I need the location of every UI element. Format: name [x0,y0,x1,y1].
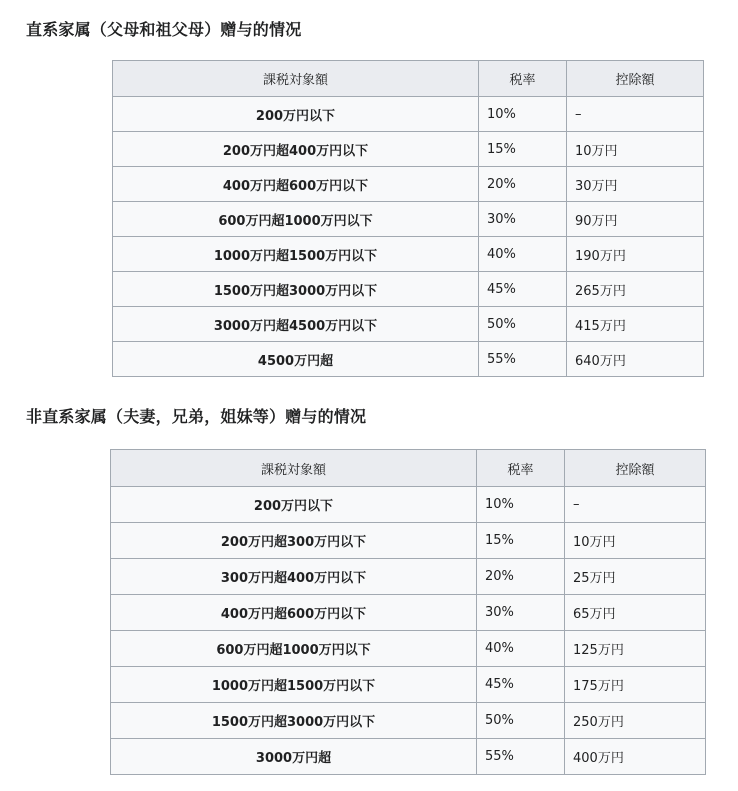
section-title-non-direct-family: 非直系家属（夫妻，兄弟，姐妹等）赠与的情况 [26,407,367,426]
table-row [111,739,706,775]
rate-cell: 10% [479,97,567,132]
rate-cell: 45% [479,272,567,307]
deduction-cell: 10万円 [565,523,706,559]
bracket-cell: 200万円超400万円以下 [113,132,479,167]
bracket-cell: 200万円以下 [111,487,477,523]
rate-cell: 20% [477,559,565,595]
table-row [111,595,706,631]
bracket-cell: 600万円超1000万円以下 [113,202,479,237]
rate-cell: 10% [477,487,565,523]
deduction-cell: – [565,487,706,523]
bracket-cell: 600万円超1000万円以下 [111,631,477,667]
rate-cell: 40% [477,631,565,667]
rate-cell: 30% [477,595,565,631]
bracket-cell: 1500万円超3000万円以下 [113,272,479,307]
table-row [113,167,704,202]
deduction-cell: 65万円 [565,595,706,631]
deduction-cell: – [567,97,704,132]
rate-cell: 50% [477,703,565,739]
header-tax-rate: 税率 [479,61,567,97]
table-row [111,667,706,703]
deduction-cell: 25万円 [565,559,706,595]
bracket-cell: 4500万円超 [113,342,479,377]
rate-cell: 30% [479,202,567,237]
bracket-cell: 300万円超400万円以下 [111,559,477,595]
rate-cell: 50% [479,307,567,342]
deduction-cell: 10万円 [567,132,704,167]
table-row [111,559,706,595]
deduction-cell: 175万円 [565,667,706,703]
deduction-cell: 415万円 [567,307,704,342]
bracket-cell: 200万円超300万円以下 [111,523,477,559]
table-row [111,703,706,739]
rate-cell: 15% [479,132,567,167]
rate-cell: 55% [479,342,567,377]
deduction-cell: 30万円 [567,167,704,202]
rate-cell: 20% [479,167,567,202]
bracket-cell: 1000万円超1500万円以下 [111,667,477,703]
table-row [113,272,704,307]
deduction-cell: 90万円 [567,202,704,237]
rate-cell: 40% [479,237,567,272]
table-row [113,342,704,377]
bracket-cell: 200万円以下 [113,97,479,132]
header-deduction: 控除額 [565,450,706,487]
table-header-row [113,61,704,97]
table-header-row [111,450,706,487]
header-tax-rate: 税率 [477,450,565,487]
tax-table-direct-family [112,60,704,377]
section-title-direct-family: 直系家属（父母和祖父母）赠与的情况 [26,20,302,39]
bracket-cell: 3000万円超 [111,739,477,775]
table-row [111,523,706,559]
table-row [113,237,704,272]
rate-cell: 45% [477,667,565,703]
table-row [113,132,704,167]
table-row [113,97,704,132]
header-taxable-amount: 課税対象額 [113,61,479,97]
table-row [113,307,704,342]
bracket-cell: 400万円超600万円以下 [111,595,477,631]
deduction-cell: 250万円 [565,703,706,739]
deduction-cell: 400万円 [565,739,706,775]
table-row [111,631,706,667]
deduction-cell: 190万円 [567,237,704,272]
deduction-cell: 125万円 [565,631,706,667]
rate-cell: 15% [477,523,565,559]
rate-cell: 55% [477,739,565,775]
bracket-cell: 3000万円超4500万円以下 [113,307,479,342]
tax-table-non-direct-family [110,449,706,775]
deduction-cell: 640万円 [567,342,704,377]
table-row [113,202,704,237]
bracket-cell: 1000万円超1500万円以下 [113,237,479,272]
header-deduction: 控除額 [567,61,704,97]
table-row [111,487,706,523]
deduction-cell: 265万円 [567,272,704,307]
bracket-cell: 400万円超600万円以下 [113,167,479,202]
header-taxable-amount: 課税対象額 [111,450,477,487]
bracket-cell: 1500万円超3000万円以下 [111,703,477,739]
